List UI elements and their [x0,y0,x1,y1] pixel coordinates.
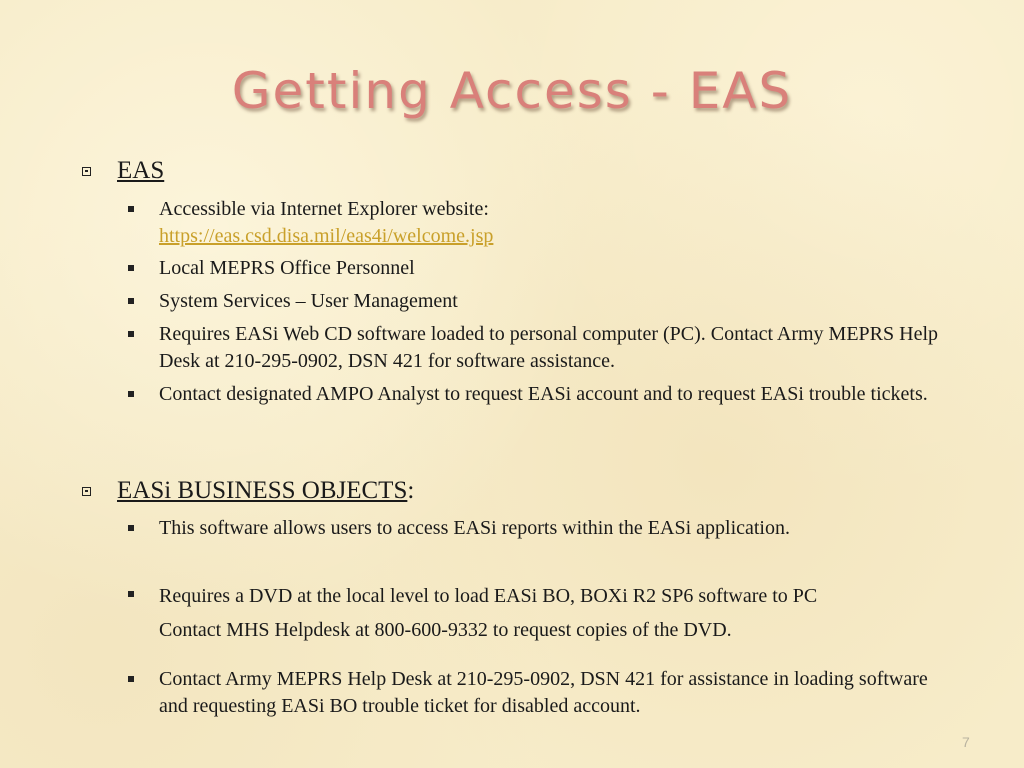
list-item-text: Contact Army MEPRS Help Desk at 210-295-0902, DSN 421 for assistance in loading software and requesting EASi BO trouble ticket for disabled account. [159,668,928,717]
bullet-icon [128,265,134,271]
list-item-text: Contact MHS Helpdesk at 800-600-9332 to request copies of the DVD. [159,619,732,641]
square-bullet-icon [82,487,91,496]
square-bullet-icon [82,167,91,176]
section-heading-business-objects [82,477,414,505]
bullet-icon [128,391,134,397]
bullet-icon [128,525,134,531]
list-item-text: Accessible via Internet Explorer website: [159,198,489,220]
slide-title: Getting Access - EAS [231,62,793,120]
bullet-icon [128,206,134,212]
list-item-text: Requires a DVD at the local level to load EASi BO, BOXi R2 SP6 software to PC [159,585,818,607]
page-number: 7 [962,734,970,750]
section-heading-label: EAS [117,157,165,184]
list-item [159,255,959,282]
list-item [159,196,959,250]
list-item [159,666,949,720]
list-item [159,288,959,315]
list-item-text: Requires EASi Web CD software loaded to personal computer (PC). Contact Army MEPRS Help Desk at 210-295-0902, DSN 421 for software assistance. [159,323,939,372]
list-item-text: Local MEPRS Office Personnel [159,257,415,279]
bullet-icon [128,298,134,304]
list-item [159,579,999,647]
bullet-icon [128,676,134,682]
list-item-text: This software allows users to access EASi reports within the EASi application. [159,517,790,539]
bullet-icon [128,591,134,597]
section-heading-colon: : [407,477,415,504]
list-item [159,515,999,542]
section-heading-eas [82,157,164,185]
list-item-text: Contact designated AMPO Analyst to request EASi account and to request EASi trouble tickets. [159,383,928,405]
list-item [159,381,949,408]
bullet-icon [128,331,134,337]
eas-website-link[interactable]: https://eas.csd.disa.mil/eas4i/welcome.jsp [159,225,494,247]
section-heading-label: EASi BUSINESS OBJECTS [117,477,408,504]
list-item [159,321,949,375]
list-item-text: System Services – User Management [159,290,458,312]
